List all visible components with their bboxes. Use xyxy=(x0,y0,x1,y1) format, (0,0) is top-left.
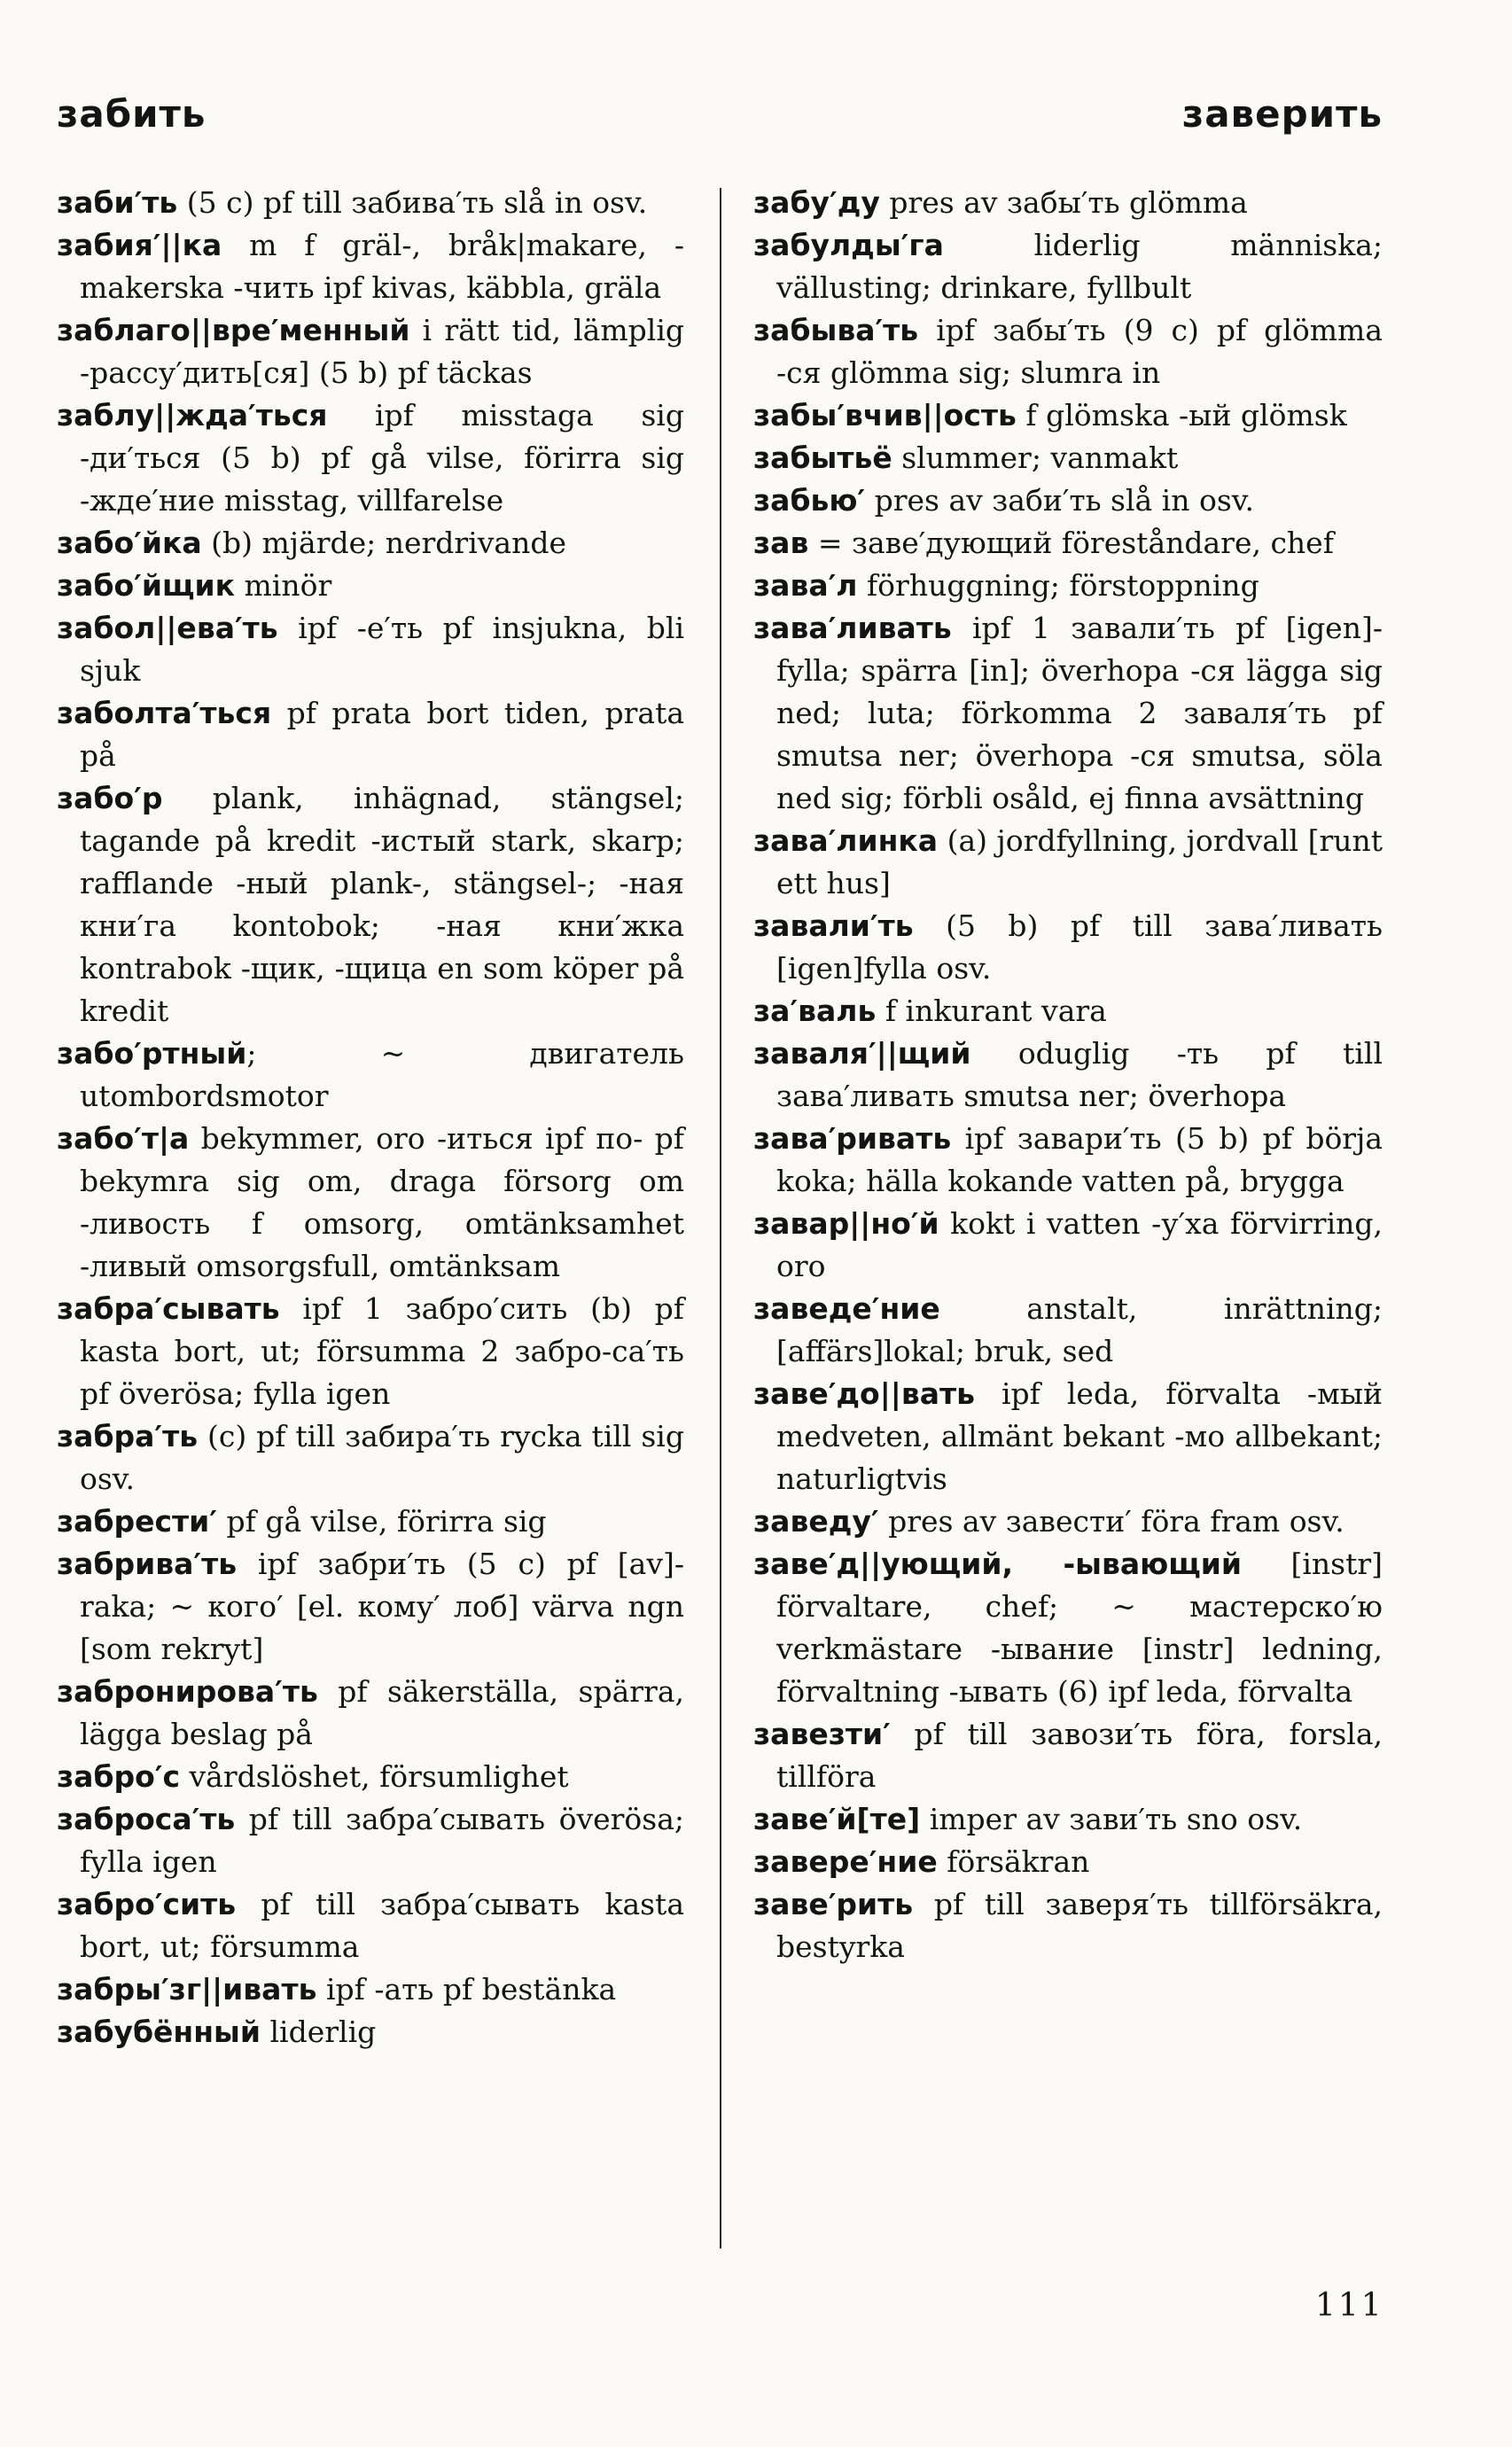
dictionary-entry xyxy=(57,394,684,522)
entry-definition: imper av зави′ть sno osv. xyxy=(920,1802,1303,1836)
entry-definition: ipf leda, förvalta -мый medveten, allmänt bekant -мо allbekant; naturligtvis xyxy=(776,1376,1383,1496)
dictionary-entry xyxy=(57,1543,684,1671)
dictionary-entry xyxy=(57,2011,684,2053)
dictionary-entry xyxy=(753,522,1383,565)
running-head-right: заверить xyxy=(1181,92,1383,136)
dictionary-entry xyxy=(57,1033,684,1118)
dictionary-entry xyxy=(57,309,684,394)
entry-definition: liderlig xyxy=(261,2014,377,2049)
entry-headword: забро′сить xyxy=(57,1887,237,1921)
entry-headword: забо′йщик xyxy=(57,568,235,603)
entry-definition: minör xyxy=(234,568,332,603)
entry-headword: забра′сывать xyxy=(57,1291,280,1326)
dictionary-entry xyxy=(753,905,1383,990)
entry-headword: завере′ние xyxy=(753,1844,938,1879)
entry-headword: заведе′ние xyxy=(753,1291,940,1326)
entry-definition: i rätt tid, lämplig -рассу′дить[ся] (5 b) pf täckas xyxy=(80,313,684,390)
entry-definition: pf prata bort tiden, prata på xyxy=(80,696,684,773)
dictionary-entry xyxy=(57,1288,684,1415)
entry-headword: забо′т|а xyxy=(57,1121,190,1156)
entry-headword: забрести′ xyxy=(57,1504,218,1539)
dictionary-entry xyxy=(753,1288,1383,1373)
entry-definition: slummer; vanmakt xyxy=(892,440,1179,475)
dictionary-entry xyxy=(753,565,1383,607)
dictionary-entry xyxy=(753,1373,1383,1500)
entry-headword: за′валь xyxy=(753,994,877,1028)
dictionary-entry xyxy=(753,479,1383,522)
entry-headword: заблаго||вре′менный xyxy=(57,313,410,347)
dictionary-entry xyxy=(753,820,1383,905)
left-column xyxy=(57,182,684,2053)
entry-definition: pres av забы′ть glömma xyxy=(879,185,1248,220)
entry-definition: (5 b) pf till зава′ливать [igen]fylla osv. xyxy=(776,908,1383,986)
dictionary-entry xyxy=(753,182,1383,224)
entry-definition: (b) mjärde; nerdrivande xyxy=(201,526,566,560)
entry-headword: забу′ду xyxy=(753,185,880,220)
dictionary-entry xyxy=(753,607,1383,820)
entry-definition: försäkran xyxy=(937,1844,1090,1879)
entry-headword: завезти′ xyxy=(753,1717,891,1751)
entry-definition: pf till забра′сывать kasta bort, ut; försumma xyxy=(80,1887,684,1964)
dictionary-entry xyxy=(753,437,1383,479)
entry-definition: = заве′дующий föreståndare, chef xyxy=(808,526,1334,560)
dictionary-entry xyxy=(57,1756,684,1798)
entry-headword: заве′рить xyxy=(753,1887,914,1921)
entry-definition: ipf -е′ть pf insjukna, bli sjuk xyxy=(80,611,684,688)
entry-definition: pf till завози′ть föra, forsla, tillföra xyxy=(776,1717,1383,1794)
entry-definition: ipf 1 завали′ть pf [igen]-fylla; spärra [in]; överhopa -ся lägga sig ned; luta; förkomma 2 заваля′ть pf smutsa ner; överhopa -ся smutsa, söla ned sig; förbli osåld, ej finna avsättning xyxy=(776,611,1383,815)
dictionary-entry xyxy=(57,1671,684,1756)
dictionary-entry xyxy=(753,1543,1383,1713)
entry-definition: oduglig -ть pf till зава′ливать smutsa ner; överhopa xyxy=(776,1036,1383,1113)
entry-headword: зава′ривать xyxy=(753,1121,952,1156)
entry-headword: зава′ливать xyxy=(753,611,952,645)
entry-headword: забулды′га xyxy=(753,228,944,262)
entry-definition: (c) pf till забира′ть rycka till sig osv. xyxy=(80,1419,684,1496)
entry-headword: забо′р xyxy=(57,781,163,815)
entry-definition: ipf misstaga sig -ди′ться (5 b) pf gå vilse, förirra sig -жде′ние misstag, villfarelse xyxy=(80,398,684,518)
entry-definition: plank, inhägnad, stängsel; tagande på kredit -истый stark, skarp; rafflande -ный plank-, stängsel-; -ная кни′га kontobok; -ная кни′жка kontrabok -щик, -щица en som köper på kredit xyxy=(80,781,684,1028)
entry-headword: забыва′ть xyxy=(753,313,919,347)
entry-definition: ; ~ двигатель utombordsmotor xyxy=(80,1036,684,1113)
entry-definition: bekymmer, oro -иться ipf по- pf bekymra sig om, draga försorg om -ливость f omsorg, omtänksamhet -ливый omsorgsfull, omtänksam xyxy=(80,1121,684,1283)
dictionary-entry xyxy=(57,182,684,224)
dictionary-entry xyxy=(57,1500,684,1543)
entry-definition: ipf забри′ть (5 c) pf [av]-raka; ~ кого′ [el. кому′ лоб] värva ngn [som rekryt] xyxy=(80,1547,684,1666)
entry-headword: зава′л xyxy=(753,568,858,603)
dictionary-entry xyxy=(753,1033,1383,1118)
dictionary-entry xyxy=(753,1798,1383,1841)
entry-headword: забры′зг||ивать xyxy=(57,1972,317,2007)
entry-headword: заболта′ться xyxy=(57,696,272,730)
entry-headword: забубённый xyxy=(57,2014,261,2049)
dictionary-entry xyxy=(57,607,684,692)
entry-definition: ipf забы′ть (9 c) pf glömma -ся glömma sig; slumra in xyxy=(776,313,1383,390)
entry-definition: f glömska -ый glömsk xyxy=(1016,398,1347,433)
entry-headword: забия′||ка xyxy=(57,228,222,262)
entry-headword: завали′ть xyxy=(753,908,914,943)
entry-definition: [instr] förvaltare, chef; ~ мастерско′ю verkmästare -ывание [instr] ledning, förvaltning -ывать (6) ipf leda, förvalta xyxy=(776,1547,1383,1709)
entry-headword: забро′с xyxy=(57,1759,181,1794)
dictionary-entry xyxy=(57,1118,684,1288)
entry-headword: забра′ть xyxy=(57,1419,199,1453)
entry-headword: завар||но′й xyxy=(753,1206,939,1241)
dictionary-entry xyxy=(57,1415,684,1500)
dictionary-entry xyxy=(57,224,684,309)
dictionary-entry xyxy=(753,1203,1383,1288)
entry-definition: pf till забра′сывать överösa; fylla igen xyxy=(80,1802,684,1879)
entry-definition: f inkurant vara xyxy=(876,994,1107,1028)
dictionary-entry xyxy=(57,522,684,565)
entry-headword: заве′й[те] xyxy=(753,1802,921,1836)
entry-definition: ipf 1 забро′сить (b) pf kasta bort, ut; försumma 2 забро-са′ть pf överösa; fylla igen xyxy=(80,1291,684,1411)
entry-definition: vårdslöshet, försumlighet xyxy=(180,1759,569,1794)
entry-definition: (a) jordfyllning, jordvall [runt ett hus] xyxy=(776,823,1383,900)
entry-headword: заби′ть xyxy=(57,185,178,220)
page-number: 111 xyxy=(1315,2287,1384,2324)
entry-definition: (5 c) pf till забива′ть slå in osv. xyxy=(177,185,648,220)
entry-definition: förhuggning; förstoppning xyxy=(857,568,1259,603)
dictionary-entry xyxy=(753,309,1383,394)
dictionary-entry xyxy=(57,565,684,607)
dictionary-entry xyxy=(57,777,684,1033)
entry-headword: заве′до||вать xyxy=(753,1376,975,1411)
running-head-left: забить xyxy=(57,92,207,136)
entry-definition: pf säkerställa, spärra, lägga beslag på xyxy=(80,1674,684,1751)
entry-definition: pres av завести′ föra fram osv. xyxy=(878,1504,1344,1539)
entry-definition: pf gå vilse, förirra sig xyxy=(217,1504,547,1539)
dictionary-entry xyxy=(753,1883,1383,1968)
entry-headword: забо′ртный xyxy=(57,1036,247,1071)
entry-headword: забытьё xyxy=(753,440,892,475)
dictionary-entry xyxy=(753,1841,1383,1883)
dictionary-entry xyxy=(753,394,1383,437)
column-divider xyxy=(720,188,721,2248)
entry-headword: заброса′ть xyxy=(57,1802,236,1836)
entry-headword: заблу||жда′ться xyxy=(57,398,328,433)
entry-definition: pf till заверя′ть tillförsäkra, bestyrka xyxy=(776,1887,1383,1964)
dictionary-entry xyxy=(753,990,1383,1033)
dictionary-entry xyxy=(753,1500,1383,1543)
dictionary-entry xyxy=(753,1118,1383,1203)
entry-headword: зава′линка xyxy=(753,823,939,858)
entry-headword: забью′ xyxy=(753,483,866,518)
entry-definition: kokt i vatten -у′ха förvirring, oro xyxy=(776,1206,1383,1283)
entry-definition: liderlig människa; vällusting; drinkare, fyllbult xyxy=(776,228,1383,305)
dictionary-entry xyxy=(57,692,684,777)
entry-headword: заведу′ xyxy=(753,1504,879,1539)
entry-headword: забы′вчив||ость xyxy=(753,398,1017,433)
entry-headword: зав xyxy=(753,526,809,560)
entry-headword: забол||ева′ть xyxy=(57,611,278,645)
entry-definition: anstalt, inrättning; [affärs]lokal; bruk, sed xyxy=(776,1291,1383,1368)
right-column xyxy=(753,182,1383,1968)
dictionary-entry xyxy=(57,1883,684,1968)
dictionary-entry xyxy=(753,1713,1383,1798)
entry-definition: pres av заби′ть slå in osv. xyxy=(865,483,1255,518)
dictionary-entry xyxy=(57,1968,684,2011)
entry-headword: заваля′||щий xyxy=(753,1036,971,1071)
dictionary-entry xyxy=(57,1798,684,1883)
entry-headword: заве′д||ующий, -ывающий xyxy=(753,1547,1242,1581)
dictionary-entry xyxy=(753,224,1383,309)
entry-headword: забрива′ть xyxy=(57,1547,238,1581)
entry-definition: m f gräl-, bråk|makare, -makerska -чить ipf kivas, käbbla, gräla xyxy=(80,228,684,305)
entry-definition: ipf -ать pf bestänka xyxy=(316,1972,617,2007)
entry-headword: забо′йка xyxy=(57,526,202,560)
entry-definition: ipf завари′ть (5 b) pf börja koka; hälla kokande vatten på, brygga xyxy=(776,1121,1383,1198)
entry-headword: забронирова′ть xyxy=(57,1674,318,1709)
